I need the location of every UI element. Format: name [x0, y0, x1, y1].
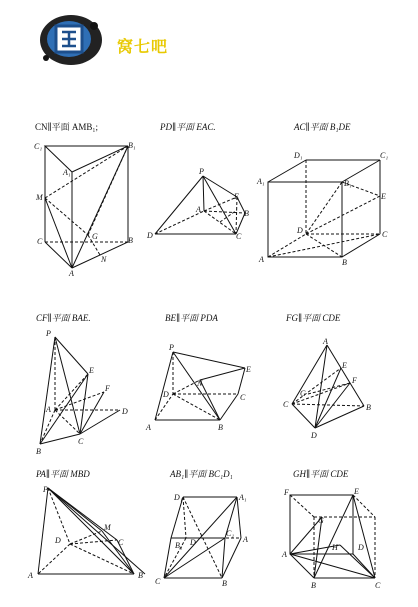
- figure-9-label: D: [358, 543, 364, 552]
- figure-1-label: A₁: [63, 168, 71, 177]
- figure-4-label: P: [46, 329, 51, 338]
- figure-8-label: C: [155, 577, 161, 586]
- caption-figure-5: BE∥平面 PDA: [165, 313, 218, 323]
- figure-1-label: C: [37, 237, 43, 246]
- figure-8-label: D₁: [174, 493, 183, 502]
- figure-5-label: N: [197, 379, 203, 388]
- figure-1-label: A: [69, 269, 74, 278]
- figure-7-label: P: [43, 485, 48, 494]
- figure-6-label: B: [366, 403, 371, 412]
- figure-9-label: E: [354, 487, 359, 496]
- figure-1-label: M: [36, 193, 43, 202]
- figure-9-label: G: [318, 516, 324, 525]
- figure-4-label: B: [36, 447, 41, 456]
- caption-figure-9: GH∥平面 CDE: [293, 469, 349, 479]
- figure-2-label: E: [234, 192, 239, 201]
- figure-8-label: B: [222, 579, 227, 588]
- figure-3-label: D₁: [294, 151, 303, 160]
- figure-8-label: B₁: [175, 541, 183, 550]
- figure-7-label: B: [138, 571, 143, 580]
- brand-name: 窝七吧: [117, 37, 169, 56]
- figure-1-label: G: [92, 232, 98, 241]
- figure-7-label: M: [104, 523, 111, 532]
- figure-3-label: A₁: [257, 177, 265, 186]
- figure-7-label: C: [118, 538, 124, 547]
- figure-9-label: A: [282, 550, 287, 559]
- figure-8-label: A: [243, 535, 248, 544]
- figure-3-label: B₁: [344, 179, 352, 188]
- caption-figure-6: FG∥平面 CDE: [286, 313, 341, 323]
- caption-figure-8: AB₁∥平面 BC₁D₁: [170, 469, 233, 479]
- figure-7-label: D: [55, 536, 61, 545]
- figure-1-label: N: [101, 255, 107, 264]
- figure-3-label: D: [297, 226, 303, 235]
- figure-5-label: D: [163, 390, 169, 399]
- figure-6-label: F: [352, 376, 357, 385]
- figure-3-label: C₁: [380, 151, 389, 160]
- figure-3-label: E: [381, 192, 386, 201]
- figure-5-label: E: [246, 365, 251, 374]
- caption-figure-2: PD∥平面 EAC.: [160, 122, 216, 132]
- figure-9-label: F: [284, 488, 289, 497]
- figure-4-label: D: [122, 407, 128, 416]
- caption-figure-1: CN∥平面 AMB₁;: [35, 122, 99, 132]
- figure-2-label: P: [199, 167, 204, 176]
- figure-3-label: C: [382, 230, 388, 239]
- figure-3-label: B: [342, 258, 347, 267]
- figure-1-label: B: [128, 236, 133, 245]
- figure-8-label: D: [190, 538, 196, 547]
- figure-6-label: E: [342, 361, 347, 370]
- figure-1-label: C₁: [34, 142, 43, 151]
- figure-5-label: A: [146, 423, 151, 432]
- figure-2-label: A: [196, 205, 201, 214]
- figure-8-label: C₁: [226, 529, 235, 538]
- figure-1-label: B₁: [128, 141, 136, 150]
- figure-6-label: G: [300, 389, 306, 398]
- caption-figure-7: PA∥平面 MBD: [36, 469, 90, 479]
- figure-2-label: B: [244, 209, 249, 218]
- figure-4-label: A: [46, 405, 51, 414]
- figure-6-label: D: [311, 431, 317, 440]
- figure-9-label: B: [311, 581, 316, 590]
- figure-7-label: A: [28, 571, 33, 580]
- figure-5-label: B: [218, 423, 223, 432]
- figure-4-label: E: [89, 366, 94, 375]
- figure-4-label: F: [105, 384, 110, 393]
- figure-6-label: C: [283, 400, 289, 409]
- figure-8-label: A₁: [239, 493, 247, 502]
- figure-5-label: C: [240, 393, 246, 402]
- figure-9-label: C: [375, 581, 381, 590]
- caption-figure-4: CF∥平面 BAE.: [36, 313, 91, 323]
- caption-figure-3: AC∥平面 B₁DE: [294, 122, 351, 132]
- figure-3-label: A: [259, 255, 264, 264]
- figure-2-label: D: [147, 231, 153, 240]
- figure-6-label: A: [323, 337, 328, 346]
- figure-4-label: C: [78, 437, 84, 446]
- figure-9-label: H: [332, 543, 338, 552]
- figure-5-label: P: [169, 343, 174, 352]
- figure-2-label: C: [236, 232, 242, 241]
